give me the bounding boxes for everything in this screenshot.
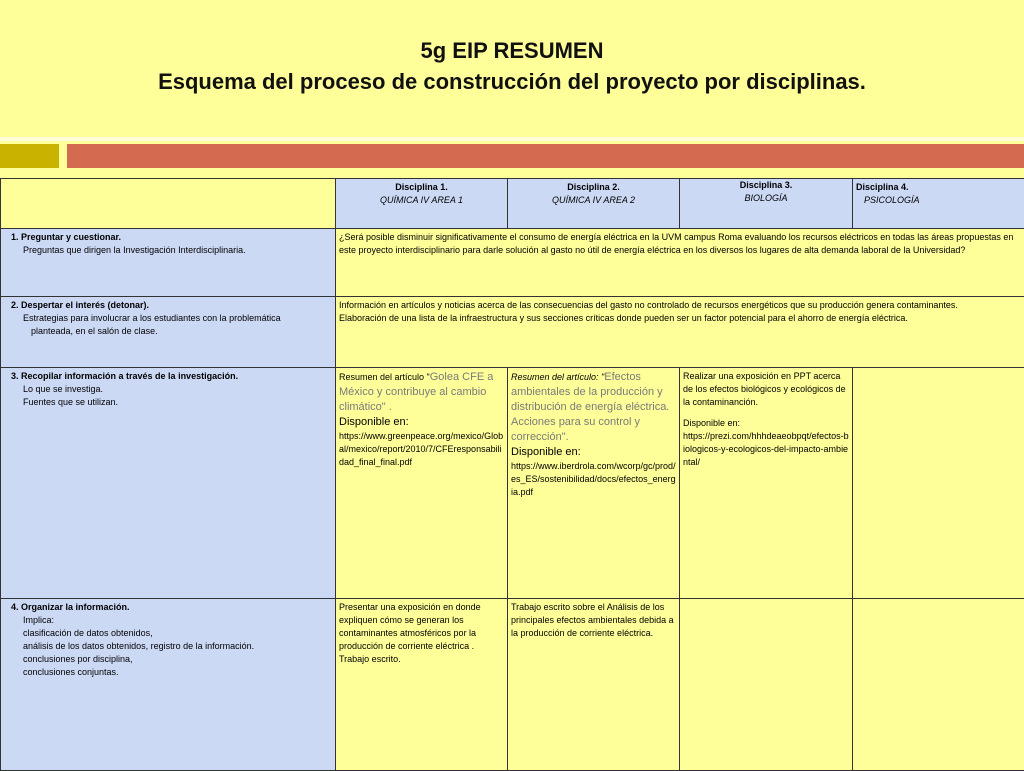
row-line: análisis de los datos obtenidos, registro de la información. bbox=[11, 640, 332, 653]
slide-title: 5g EIP RESUMEN bbox=[0, 38, 1024, 64]
row4-discipline-1 bbox=[336, 599, 508, 771]
table-row bbox=[1, 599, 1024, 771]
discipline-area: QUÍMICA IV AREA 1 bbox=[339, 194, 504, 207]
row4-discipline-4 bbox=[853, 599, 1024, 771]
row-content-2 bbox=[336, 297, 1024, 368]
activity-text: Presentar una exposición en donde expliquen cómo se generan los contaminantes atmosféricos por la producción de corriente eléctrica . bbox=[339, 601, 504, 653]
row-line: clasificación de datos obtenidos, bbox=[11, 627, 332, 640]
discipline-name: Disciplina 3. bbox=[683, 179, 849, 192]
header-discipline-1 bbox=[336, 179, 508, 229]
row3-discipline-3 bbox=[680, 368, 853, 599]
title-band bbox=[0, 0, 1024, 136]
row3-discipline-1 bbox=[336, 368, 508, 599]
row-content-text: Información en artículos y noticias acerca de las consecuencias del gasto no controlado de recursos energéticos que su producción genera contaminantes. bbox=[339, 299, 1021, 312]
discipline-name: Disciplina 1. bbox=[339, 181, 504, 194]
available-label: Disponible en: bbox=[683, 417, 849, 430]
row3-discipline-2 bbox=[508, 368, 680, 599]
row-content-text: Elaboración de una lista de la infraestructura y sus secciones críticas donde pueden ser un factor potencial para el ahorro de energía eléctrica. bbox=[339, 312, 1021, 325]
activity-extra: Trabajo escrito. bbox=[339, 653, 504, 666]
table-row bbox=[1, 297, 1024, 368]
header-discipline-4 bbox=[853, 179, 1024, 229]
row-line: planteada, en el salón de clase. bbox=[11, 325, 332, 338]
header-empty-cell bbox=[1, 179, 336, 229]
discipline-area: QUÍMICA IV AREA 2 bbox=[511, 194, 676, 207]
article-prefix: Resumen del artículo " bbox=[339, 372, 430, 382]
article-prefix: Resumen del artículo: " bbox=[511, 372, 604, 382]
row-label-2 bbox=[1, 297, 336, 368]
activity-text: Realizar una exposición en PPT acerca de los efectos biológicos y ecológicos de la contaminanción. bbox=[683, 370, 849, 409]
source-url[interactable]: https://www.greenpeace.org/mexico/Global/mexico/report/2010/7/CFEresponsabilidad_final_final.pdf bbox=[339, 430, 504, 469]
table-row bbox=[1, 368, 1024, 599]
row-line: Estrategias para involucrar a los estudiantes con la problemática bbox=[11, 312, 332, 325]
source-url[interactable]: https://prezi.com/hhhdeaeobpqt/efectos-biologicos-y-ecologicos-del-impacto-ambiental/ bbox=[683, 430, 849, 469]
header-discipline-2 bbox=[508, 179, 680, 229]
row-line: Preguntas que dirigen la Investigación Interdisciplinaria. bbox=[11, 244, 332, 257]
row-title: 1. Preguntar y cuestionar. bbox=[11, 231, 332, 244]
row-title: 3. Recopilar información a través de la investigación. bbox=[11, 370, 332, 383]
row-label-1 bbox=[1, 229, 336, 297]
article-title: Efectos ambientales de la producción y distribución de energía eléctrica. Acciones para su control y corrección". bbox=[511, 371, 669, 443]
discipline-name: Disciplina 2. bbox=[511, 181, 676, 194]
row-content-1 bbox=[336, 229, 1024, 297]
row-label-4 bbox=[1, 599, 336, 771]
discipline-area: PSICOLOGÍA bbox=[856, 194, 1021, 207]
available-label: Disponible en: bbox=[511, 445, 676, 460]
source-url[interactable]: https://www.iberdrola.com/wcorp/gc/prod/es_ES/sostenibilidad/docs/efectos_energia.pdf bbox=[511, 460, 676, 499]
accent-bar-olive bbox=[0, 144, 59, 168]
row-line: Implica: bbox=[11, 614, 332, 627]
row-title: 4. Organizar la información. bbox=[11, 601, 332, 614]
row-label-3 bbox=[1, 368, 336, 599]
row-line: conclusiones conjuntas. bbox=[11, 666, 332, 679]
divider-line bbox=[0, 137, 1024, 141]
row-line: Fuentes que se utilizan. bbox=[11, 396, 332, 409]
discipline-area: BIOLOGÍA bbox=[683, 192, 849, 205]
row-line: conclusiones por disciplina, bbox=[11, 653, 332, 666]
row-line: Lo que se investiga. bbox=[11, 383, 332, 396]
table-row bbox=[1, 229, 1024, 297]
row3-discipline-4 bbox=[853, 368, 1024, 599]
row-content-text: ¿Será posible disminuir significativamente el consumo de energía eléctrica en la UVM campus Roma evaluando los recursos eléctricos en todas las áreas propuestas en este proyecto interdisciplinario para darle solución al gasto no útil de energía eléctrica en los diversos los lugares de alta demanda laboral de la Universidad? bbox=[339, 231, 1021, 257]
article-title: Golea CFE a México y contribuye al cambio climático" . bbox=[339, 371, 493, 413]
header-discipline-3 bbox=[680, 179, 853, 229]
row4-discipline-2 bbox=[508, 599, 680, 771]
row-title: 2. Despertar el interés (detonar). bbox=[11, 299, 332, 312]
accent-bar-red bbox=[67, 144, 1024, 168]
available-label: Disponible en: bbox=[339, 415, 504, 430]
discipline-table bbox=[0, 178, 1024, 771]
activity-text: Trabajo escrito sobre el Análisis de los principales efectos ambientales debida a la producción de corriente eléctrica. bbox=[511, 601, 676, 640]
row4-discipline-3 bbox=[680, 599, 853, 771]
header-row bbox=[1, 179, 1024, 229]
discipline-name: Disciplina 4. bbox=[856, 181, 1021, 194]
slide-subtitle: Esquema del proceso de construcción del proyecto por disciplinas. bbox=[0, 69, 1024, 95]
